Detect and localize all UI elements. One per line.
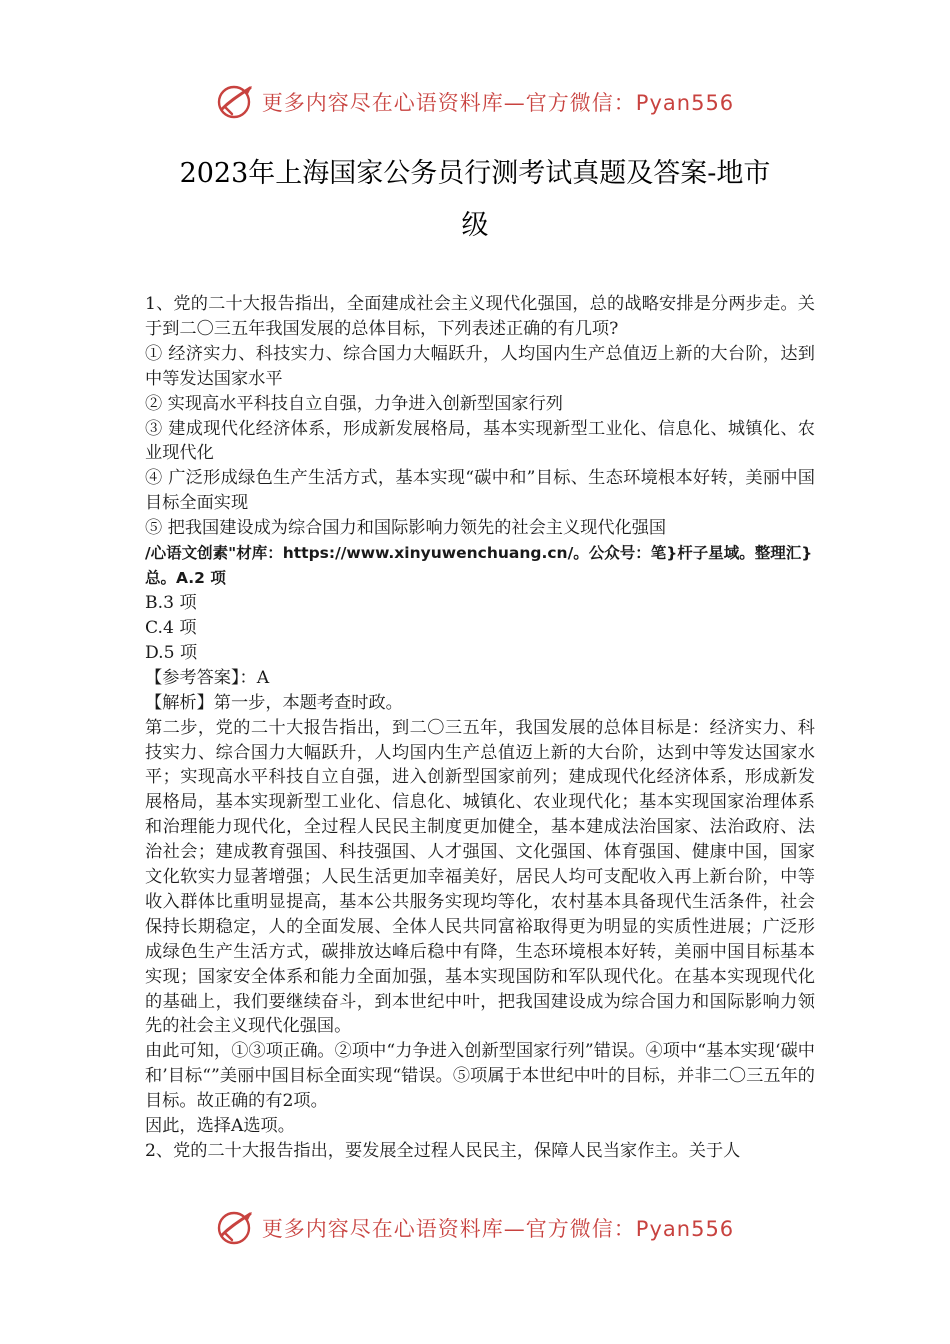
analysis-choice: 因此，选择A选项。 [145, 1116, 295, 1137]
question-2-stem: 2、党的二十大报告指出，要发展全过程人民民主，保障人民当家作主。关于人 [145, 1141, 741, 1161]
statement-2: ② 实现高水平科技自立自强，力争进入创新型国家行列 [145, 393, 563, 414]
banner-text: 更多内容尽在心语资料库—官方微信：Pyan556 [261, 91, 735, 115]
reference-answer: 【参考答案】：A [145, 667, 270, 688]
analysis-step-1: 【解析】第一步，本题考查时政。 [145, 692, 403, 713]
option-c: C.4 项 [145, 617, 197, 638]
analysis-conclusion: 由此可知，①③项正确。②项中“力争进入创新型国家行列”错误。④项中“基本实现‘碳中和’目标“”美丽中国目标全面实现“错误。⑤项属于本世纪中叶的目标，并非二〇三五年的目标。故正确的有2项。 [145, 1041, 815, 1112]
pen-logo-icon [216, 1208, 256, 1248]
banner-text: 更多内容尽在心语资料库—官方微信：Pyan556 [261, 1217, 735, 1241]
title-line-2: 级 [461, 210, 489, 241]
option-b: B.3 项 [145, 593, 197, 614]
question-1-stem: 1、党的二十大报告指出，全面建成社会主义现代化强国，总的战略安排是分两步走。关于到二〇三五年我国发展的总体目标，下列表述正确的有几项? [145, 294, 815, 339]
statement-1: ① 经济实力、科技实力、综合国力大幅跃升，人均国内生产总值迈上新的大台阶，达到中等发达国家水平 [145, 343, 815, 389]
option-d: D.5 项 [145, 642, 198, 663]
statement-3: ③ 建成现代化经济体系，形成新发展格局，基本实现新型工业化、信息化、城镇化、农业现代化 [145, 418, 815, 464]
footer-banner [0, 1206, 950, 1250]
analysis-step-2: 第二步，党的二十大报告指出，到二〇三五年，我国发展的总体目标是：经济实力、科技实力、综合国力大幅跃升，人均国内生产总值迈上新的大台阶，达到中等发达国家水平；实现高水平科技自立自强，进入创新型国家前列；建成现代化经济体系，形成新发展格局，基本实现新型工业化、信息化、城镇化、农业现代化；基本实现国家治理体系和治理能力现代化，全过程人民民主制度更加健全，基本建成法治国家、法治政府、法治社会；建成教育强国、科技强国、人才强国、文化强国、体育强国、健康中国，国家文化软实力显著增强；人民生活更加幸福美好，居民人均可支配收入再上新台阶，中等收入群体比重明显提高，基本公共服务实现均等化，农村基本具备现代生活条件，社会保持长期稳定，人的全面发展、全体人民共同富裕取得更为明显的实质性进展；广泛形成绿色生产生活方式，碳排放达峰后稳中有降，生态环境根本好转，美丽中国目标基本实现；国家安全体系和能力全面加强，基本实现国防和军队现代化。在基本实现现代化的基础上，我们要继续奋斗，到本世纪中叶，把我国建设成为综合国力和国际影响力领先的社会主义现代化强国。 [145, 717, 815, 1037]
statement-4: ④ 广泛形成绿色生产生活方式，基本实现“碳中和”目标、生态环境根本好转，美丽中国目标全面实现 [145, 468, 815, 514]
document-body [145, 292, 815, 1164]
header-banner [0, 80, 950, 124]
pen-logo-icon [216, 82, 256, 122]
watermark-and-option-a: /心语文创素"材库：https://www.xinyuwenchuang.cn/。公众号：笔}杆子星域。整理汇}总。A.2 项 [145, 544, 813, 588]
statement-5: ⑤ 把我国建设成为综合国力和国际影响力领先的社会主义现代化强国 [145, 518, 667, 539]
title-line-1: 2023年上海国家公务员行测考试真题及答案-地市 [179, 158, 771, 189]
page-title [120, 148, 830, 252]
